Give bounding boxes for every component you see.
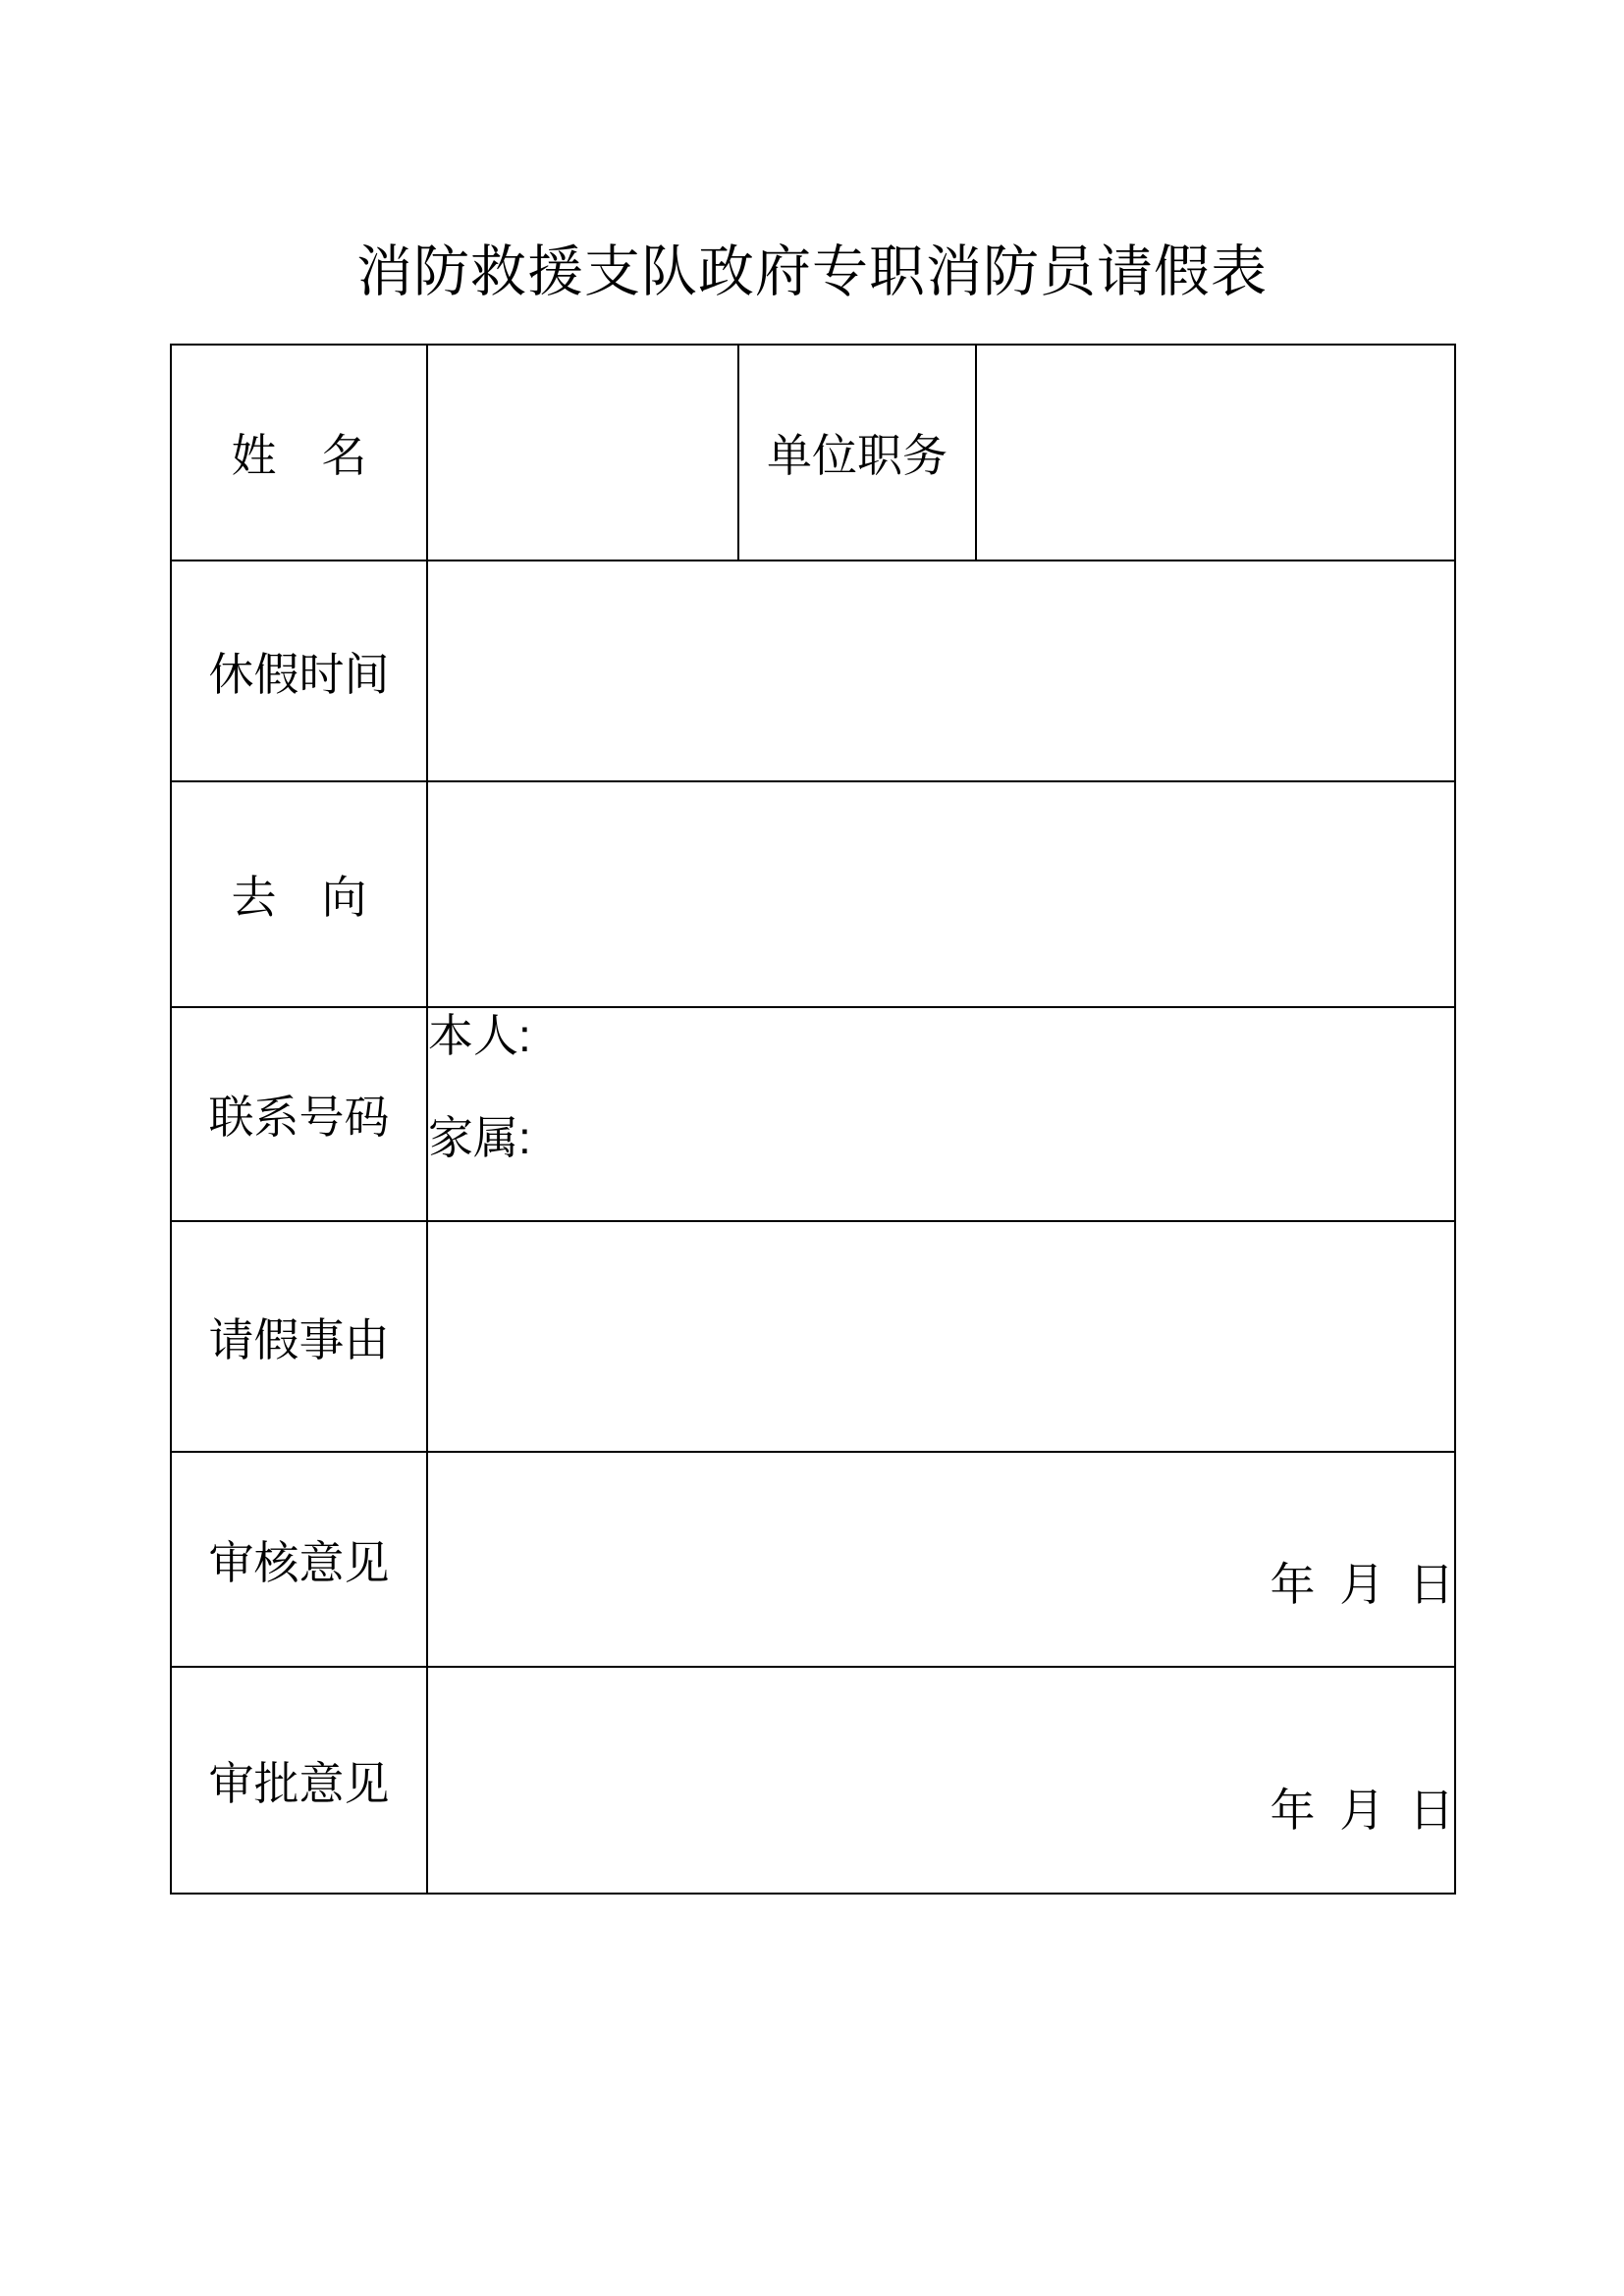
leave-time-label: 休假时间 <box>171 561 427 781</box>
table-row <box>171 345 1455 561</box>
contact-value-field[interactable] <box>427 1007 1455 1221</box>
leave-time-value-field[interactable] <box>427 561 1455 781</box>
table-row <box>171 1667 1455 1894</box>
table-row <box>171 1221 1455 1452</box>
contact-family-label: 家属: <box>428 1112 531 1163</box>
destination-value-field[interactable] <box>427 781 1455 1007</box>
review-date-placeholder: 年 月 日 <box>1270 1558 1454 1610</box>
contact-self-label: 本人: <box>428 1010 531 1061</box>
leave-request-table <box>170 344 1456 1895</box>
form-title: 消防救援支队政府专职消防员请假表 <box>356 240 1268 303</box>
table-row <box>171 561 1455 781</box>
review-opinion-label: 审核意见 <box>171 1452 427 1667</box>
name-label: 姓 名 <box>171 345 427 561</box>
table-row <box>171 781 1455 1007</box>
contact-number-label: 联系号码 <box>171 1007 427 1221</box>
approval-date-placeholder: 年 月 日 <box>1270 1784 1454 1836</box>
unit-position-value-field[interactable] <box>976 345 1455 561</box>
table-row <box>171 1007 1455 1221</box>
table-row <box>171 1452 1455 1667</box>
approval-opinion-label: 审批意见 <box>171 1667 427 1894</box>
destination-label: 去 向 <box>171 781 427 1007</box>
name-value-field[interactable] <box>427 345 738 561</box>
reason-label: 请假事由 <box>171 1221 427 1452</box>
review-opinion-field[interactable] <box>427 1452 1455 1667</box>
approval-opinion-field[interactable] <box>427 1667 1455 1894</box>
reason-value-field[interactable] <box>427 1221 1455 1452</box>
unit-position-label: 单位职务 <box>738 345 976 561</box>
